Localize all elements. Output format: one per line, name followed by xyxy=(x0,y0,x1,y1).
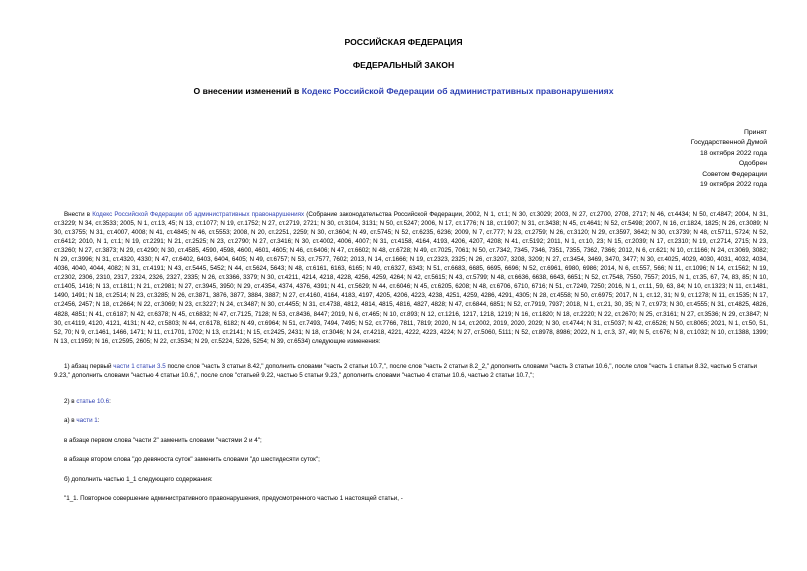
accepted-by: Государственной Думой xyxy=(690,139,767,147)
item-2-end: : xyxy=(109,398,111,405)
main-body: (Собрание законодательства Российской Федерации, 2002, N 1, ст.1; N 30, ст.3029; 2003, N 27, ст.2700, 2708, 2717; N 46, ст.4434; N 50, ст.4847; 2004, N 31, ст.3229; N 34, ст.3533; 2005, N 1, ст.13, 45; N 13, ст.1077; N 19, ст.1752; N 27, ст.2719, 2721; N 30, ст.3104, 3131; N 50, ст.5247; 2006, N 17, ст.1776; N 18, ст.1907; N 31, ст.3438; N 45, ст.4641; N 52, ст.5498; 2007, N 16, ст.1824, 1825; N 26, ст.3089; N 30, ст.3755; N 31, ст.4007, 4008; N 41, ст.4845; N 46, ст.5553; 2008, N 20, ст.2251, 2259; N 30, ст.3604; N 49, ст.5745; N 52, ст.6235, 6236; 2009, N 7, ст.777; N 23, ст.2759; N 26, ст.3120; N 29, ст.3597, 3642; N 30, ст.3739; N 48, ст.5711, 5724; N 52, ст.6412; 2010, N 1, ст.1; N 19, ст.2291; N 21, ст.2525; N 23, ст.2790; N 27, ст.3416; N 30, ст.4002, 4006, 4007; N 31, ст.4158, 4164, 4193, 4206, 4207, 4208; N 41, ст.5192; 2011, N 1, ст.10, 23; N 15, ст.2039; N 17, ст.2310; N 19, ст.2714, 2715; N 23, ст.3260; N 27, ст.3873; N 29, ст.4290; N 30, ст.4585, 4590, 4598, 4600, 4601, 4605; N 46, ст.6406; N 47, ст.6602; N 48, ст.6728; N 49, ст.7025, 7061; N 50, ст.7342, 7345, 7346, 7351, 7355, 7362, 7366; 2012, N 6, ст.621; N 10, ст.1166; N 24, ст.3069, 3082; N 29, ст.3996; N 31, ст.4320, 4330; N 47, ст.6402, 6403, 6404, 6405; N 49, ст.6757; N 53, ст.7577, 7602; 2013, N 14, ст.1666; N 19, ст.2323, 2325; N 26, ст.3207, 3208, 3209; N 27, ст.3454, 3469, 3470, 3477; N 30, ст.4025, 4029, 4030, 4031, 4032, 4034, 4036, 4040, 4044, 4082; N 31, ст.4191; N 43, ст.5445, 5452; N 44, ст.5624, 5643; N 48, ст.6161, 6163, 6165; N 49, ст.6327, 6343; N 51, ст.6683, 6685, 6695, 6696; N 52, ст.6961, 6980, 6986; 2014, N 6, ст.557, 566; N 11, ст.1096; N 14, ст.1562; N 19, ст.2302, 2306, 2310, 2317, 2324, 2326, 2327, 2335; N 26, ст.3366, 3379; N 30, ст.4211, 4214, 4218, 4228, 4256, 4259, 4264; N 42, ст.5615; N 43, ст.5799; N 48, ст.6636, 6638, 6643, 6651; N 52, ст.7548, 7550, 7557; 2015, N 1, ст.35, 67, 74, 83, 85; N 10, ст.1405, 1416; N 13, ст.1811; N 21, ст.2981; N 27, ст.3945, 3950; N 29, ст.4354, 4374, 4376, 4391; N 41, ст.5629; N 44, ст.6046; N 45, ст.6205, 6208; N 48, ст.6706, 6710, 6716; N 51, ст.7249, 7250; 2016, N 1, ст.11, 59, 63, 84; N 10, ст.1323; N 11, ст.1481, 1490, 1491; N 18, ст.2514; N 23, ст.3285; N 26, ст.3871, 3876, 3877, 3884, 3887; N 27, ст.4160, 4164, 4183, 4197, 4205, 4206, 4223, 4238, 4251, 4259, 4286, 4291, 4305; N 28, ст.4558; N 50, ст.6975; 2017, N 1, ст.12, 31; N 9, ст.1278; N 11, ст.1535; N 17, ст.2456, 2457; N 18, ст.2664; N 22, ст.3069; N 23, ст.3227; N 24, ст.3487; N 30, ст.4455; N 31, ст.4738, 4812, 4814, 4815, 4816, 4827, 4828; N 47, ст.6844, 6851; N 52, ст.7919, 7937; 2018, N 1, ст.21, 30, 35; N 7, ст.973; N 30, ст.4555; N 31, ст.4825, 4826, 4828, 4851; N 41, ст.6187; N 42, ст.6378; N 45, ст.6832; N 47, ст.7125, 7128; N 53, ст.8436, 8447; 2019, N 6, ст.465; N 10, ст.893; N 12, ст.1216, 1217, 1218, 1219; N 16, ст.1820; N 18, ст.2220; N 22, ст.2670; N 25, ст.3161; N 27, ст.3536; N 29, ст.3847; N 30, ст.4119, 4120, 4121, 4131; N 42, ст.5803; N 44, ст.6178, 6182; N 49, ст.6964; N 51, ст.7493, 7494, 7495; N 52, ст.7766, 7811, 7819; 2020, N 14, ст.2002, 2019, 2020, 2029; N 30, ст.4744; N 31, ст.5037; N 42, ст.6526; N 50, ст.8065; 2021, N 1, ст.50, 51, 52, 70; N 9, ст.1461, 1466, 1471; N 11, ст.1701, 1702; N 13, ст.2141; N 15, ст.2425, 2431; N 18, ст.3046; N 24, ст.4218, 4221, 4222, 4223, 4224; N 27, ст.5060, 5111; N 52, ст.8978, 8986; 2022, N 1, ст.3, 37, 49; N 5, ст.676; N 8, ст.1032; N 10, ст.1388, 1399; N 13, ст.1959; N 16, ст.2595, 2605; N 22, ст.3534; N 29, ст.5224, 5226, 5254; N 39, ст.6534) следующие изменения: xyxy=(54,211,768,345)
item-2a xyxy=(54,416,768,425)
accepted-label: Принят xyxy=(743,129,767,136)
item-2b: б) дополнить частью 1_1 следующего содержания: xyxy=(64,476,213,483)
approved-date: 19 октября 2022 года xyxy=(700,181,767,189)
item-2a-first-para: в абзаце первом слова "части 2" заменить словами "частями 2 и 4"; xyxy=(64,437,262,444)
adoption-block xyxy=(691,128,767,190)
item-2a-start: а) в xyxy=(64,417,77,424)
approved-label: Одобрен xyxy=(738,160,767,168)
approved-by: Советом Федерации xyxy=(702,170,767,178)
item-2a-end: : xyxy=(97,417,100,424)
item-1 xyxy=(54,362,768,380)
law-title-prefix: О внесении изменений в xyxy=(193,86,302,96)
item-1-start: 1) абзац первый xyxy=(64,363,114,370)
code-link-main[interactable]: Кодекс Российской Федерации об административных правонарушениях xyxy=(92,211,305,218)
item-1-end: после слов "часть 3 статьи 8.42," дополнить словами "часть 2 статьи 10.7,", после слов "часть 2 статьи 8.2_2," дополнить словами "часть 3 статьи 10.6,", после слов "часть 1 статьи 8.32, частью 5 статьи 9.23," дополнить словами "частью 4 статьи 10.6,", после слов "статьей 9.22, частью 5 статьи 9.23," дополнить словами "частью 4 статьи 10.6, частью 2 статьи 10.7,"; xyxy=(54,363,758,380)
country-heading: РОССИЙСКАЯ ФЕДЕРАЦИЯ xyxy=(344,37,463,47)
item-2-link[interactable]: статье 10.6 xyxy=(76,398,110,405)
item-2 xyxy=(54,397,768,406)
item-2a-second-para: в абзаце втором слова "до девяноста суток" заменить словами "до шестидесяти суток"; xyxy=(64,456,320,463)
code-link-title[interactable]: Кодекс Российской Федерации об административных правонарушениях xyxy=(301,86,614,96)
accepted-date: 18 октября 2022 года xyxy=(700,149,767,157)
item-1-link[interactable]: части 1 статьи 3.5 xyxy=(113,363,166,370)
item-2b-text: "1_1. Повторное совершение административного правонарушения, предусмотренного частью 1 настоящей статьи, - xyxy=(64,495,403,502)
main-intro: Внести в xyxy=(64,211,93,218)
law-title xyxy=(0,86,807,96)
law-type-heading: ФЕДЕРАЛЬНЫЙ ЗАКОН xyxy=(352,60,455,70)
item-2a-link[interactable]: части 1 xyxy=(76,417,98,424)
item-2-start: 2) в xyxy=(64,398,77,405)
main-paragraph xyxy=(54,210,768,346)
